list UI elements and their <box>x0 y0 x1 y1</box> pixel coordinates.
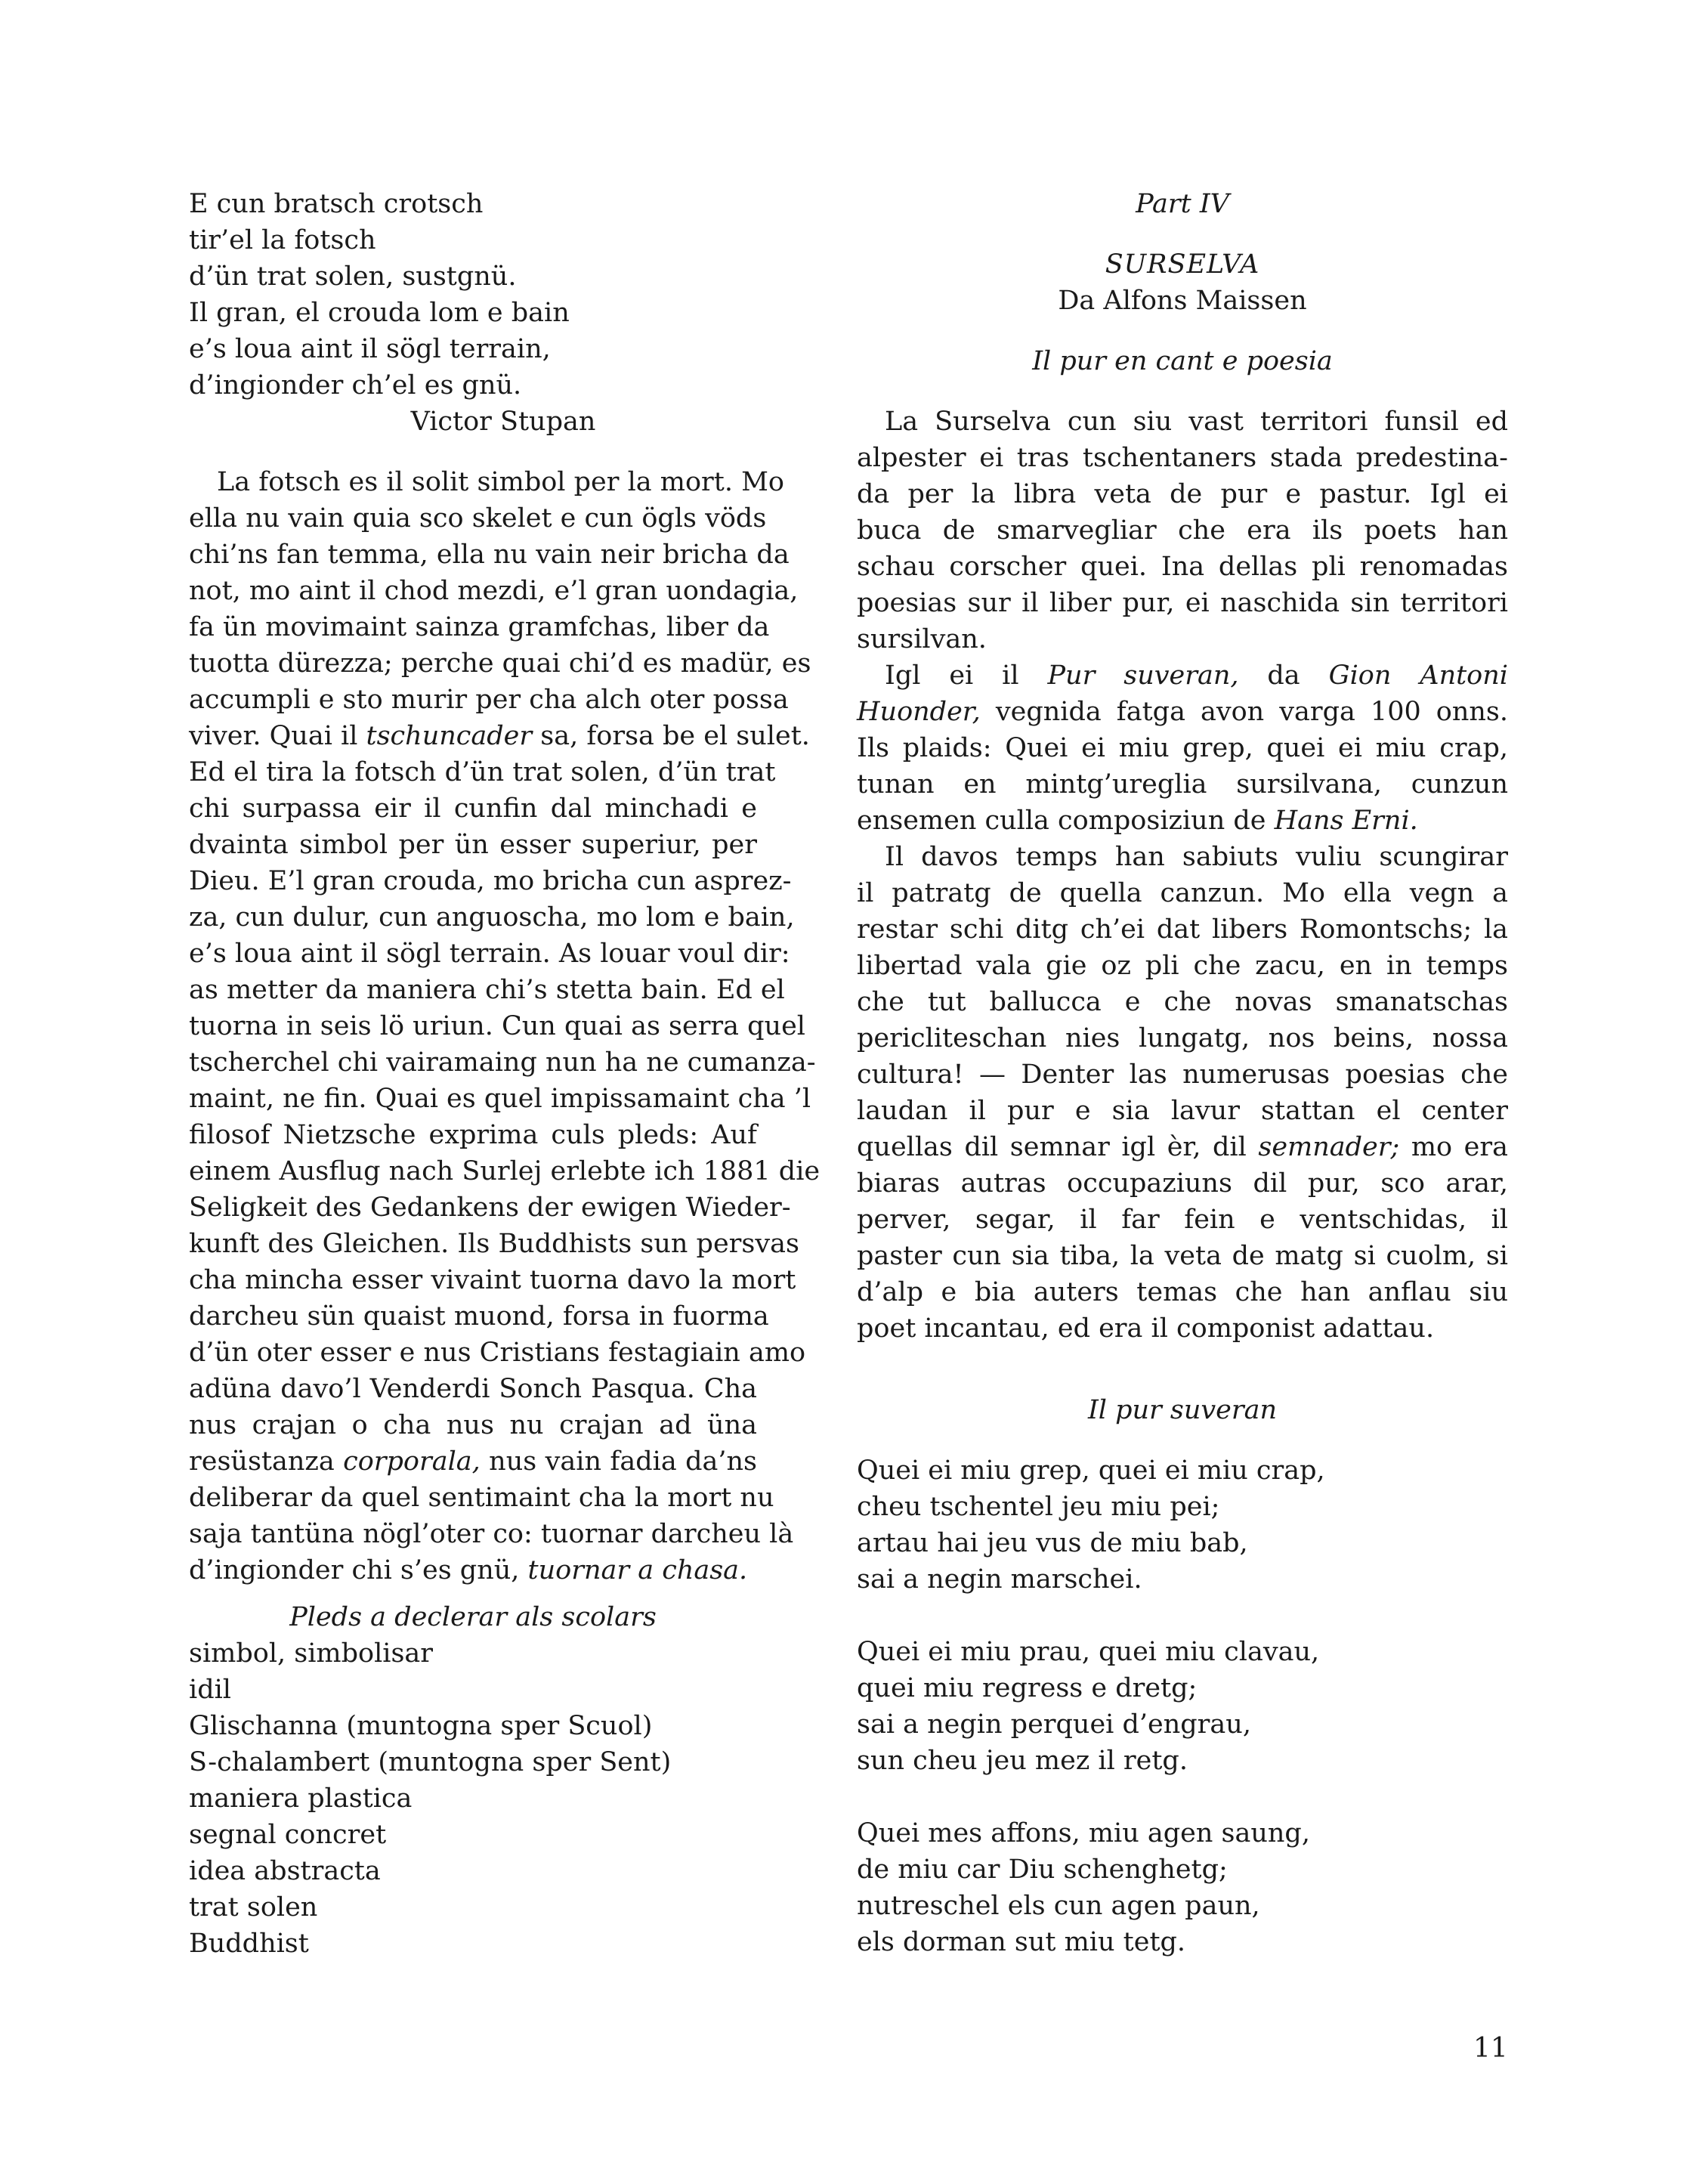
paragraph-freedom <box>857 839 1508 1347</box>
poem-line: d’ün trat solen, sustgnü. <box>189 261 517 292</box>
prose-line: ensemen culla composiziun de Hans Erni. <box>857 806 1418 836</box>
prose-line: Seligkeit des Gedankens der ewigen Wieder- <box>189 1193 791 1223</box>
prose-line: Igl ei il Pur suveran, da Gion Antoni <box>885 660 1508 691</box>
italic-name: Hans Erni. <box>1274 806 1418 836</box>
poem-line: nutreschel els cun agen paun, <box>857 1891 1260 1921</box>
poem-line: tir’el la fotsch <box>189 225 376 255</box>
poem-line: Il gran, el crouda lom e bain <box>189 298 570 328</box>
prose-line: La fotsch es il solit simbol per la mort. Mo <box>217 467 784 497</box>
prose-line: maint, ne fin. Quai es quel impissamaint cha ’l <box>189 1084 811 1114</box>
prose-line: La Surselva cun siu vast territori funsil ed <box>885 407 1508 437</box>
prose-line: paster cun sia tiba, la veta de matg si cuolm, si <box>857 1241 1508 1271</box>
vocabulary-item: Glischanna (muntogna sper Scuol) <box>189 1711 653 1741</box>
poem-stanza <box>857 1815 1508 1960</box>
poem-stanza <box>857 1452 1508 1598</box>
prose-line: cha mincha esser vivaint tuorna davo la mort <box>189 1265 796 1295</box>
vocabulary-list <box>189 1635 757 1962</box>
paragraph-intro <box>857 404 1508 657</box>
prose-line: einem Ausflug nach Surlej erlebte ich 1881 die <box>189 1156 821 1186</box>
poem-line: sai a negin perquei d’engrau, <box>857 1709 1251 1740</box>
paragraph-pur-suveran <box>857 657 1508 839</box>
prose-line: e’s loua aint il sögl terrain. As louar voul dir: <box>189 939 790 969</box>
prose-line: ella nu vain quia sco skelet e cun ögls vöds <box>189 503 767 534</box>
prose-line: accumpli e sto murir per cha alch oter possa <box>189 685 789 715</box>
poem-line: quei miu regress e dretg; <box>857 1673 1198 1703</box>
poem-line: e’s loua aint il sögl terrain, <box>189 334 551 364</box>
italic-name: Huonder, <box>857 697 981 727</box>
prose-line: tunan en mintg’ureglia sursilvana, cunzun <box>857 769 1508 800</box>
right-column <box>857 186 1508 1960</box>
vocabulary-section <box>189 1599 757 1962</box>
prose-line: biaras autras occupaziuns dil pur, sco arar, <box>857 1168 1508 1199</box>
prose-line: darcheu sün quaist muond, forsa in fuorma <box>189 1301 769 1332</box>
italic-term: corporala, <box>343 1446 481 1477</box>
vocabulary-heading: Pleds a declerar als scolars <box>289 1602 657 1632</box>
prose-line: alpester ei tras tschentaners stada predestina- <box>857 443 1508 473</box>
vocabulary-item: S-chalambert (muntogna sper Sent) <box>189 1747 672 1777</box>
section-title: SURSELVA <box>1105 249 1260 280</box>
prose-line: da per la libra veta de pur e pastur. Igl ei <box>857 479 1508 509</box>
prose-line: za, cun dulur, cun anguoscha, mo lom e bain, <box>189 902 795 933</box>
poem-line: sun cheu jeu mez il retg. <box>857 1746 1188 1776</box>
prose-line: as metter da maniera chi’s stetta bain. Ed el <box>189 975 785 1005</box>
poem-line: de miu car Diu schenghetg; <box>857 1855 1228 1885</box>
prose-line: adüna davo’l Venderdi Sonch Pasqua. Cha <box>189 1374 757 1404</box>
vocabulary-item: trat solen <box>189 1892 318 1923</box>
commentary-paragraph <box>189 464 821 1589</box>
prose-line: not, mo aint il chod mezdi, e’l gran uondagia, <box>189 576 799 606</box>
prose-line: Il davos temps han sabiuts vuliu scungirar <box>885 842 1508 872</box>
prose-line: libertad vala gie oz pli che zacu, en in temps <box>857 951 1508 981</box>
prose-line: poesias sur il liber pur, ei naschida sin territori <box>857 588 1508 618</box>
italic-title: Pur suveran, <box>1047 660 1239 691</box>
vocabulary-item: simbol, simbolisar <box>189 1638 434 1669</box>
prose-line: Dieu. E’l gran crouda, mo bricha cun asprez- <box>189 866 792 896</box>
page-number: 11 <box>1473 2033 1508 2064</box>
left-column <box>189 186 821 1962</box>
poem-line: els dorman sut miu tetg. <box>857 1927 1186 1957</box>
prose-line: sursilvan. <box>857 624 987 654</box>
prose-line: viver. Quai il tschuncader sa, forsa be el sulet. <box>189 721 810 751</box>
prose-line: schau corscher quei. Ina dellas pli renomadas <box>857 552 1508 582</box>
poem-author: Victor Stupan <box>410 407 596 437</box>
prose-line: il patratg de quella canzun. Mo ella vegn a <box>857 878 1508 908</box>
vocabulary-item: idea abstracta <box>189 1856 381 1886</box>
prose-line: laudan il pur e sia lavur stattan el center <box>857 1096 1508 1126</box>
prose-line: nus crajan o cha nus nu crajan ad üna <box>189 1410 757 1440</box>
prose-line: tscherchel chi vairamaing nun ha ne cumanza- <box>189 1047 816 1078</box>
prose-line: Huonder, vegnida fatga avon varga 100 onns. <box>857 697 1508 727</box>
poem-line: cheu tschentel jeu miu pei; <box>857 1492 1220 1522</box>
prose-line: fa ün movimaint sainza gramfchas, liber da <box>189 612 770 642</box>
prose-line: restar schi ditg ch’ei dat libers Romontschs; la <box>857 914 1508 945</box>
poem-line: artau hai jeu vus de miu bab, <box>857 1528 1248 1558</box>
prose-line: filosof Nietzsche exprima culs pleds: Auf <box>189 1120 757 1150</box>
subsection-title: Il pur en cant e poesia <box>1032 346 1333 376</box>
poem-line: E cun bratsch crotsch <box>189 189 484 219</box>
prose-line: chi’ns fan temma, ella nu vain neir bricha da <box>189 540 790 570</box>
prose-line: perver, segar, il far fein e ventschidas, il <box>857 1205 1508 1235</box>
prose-line: che tut ballucca e che novas smanatschas <box>857 987 1508 1017</box>
prose-line: pericliteschan nies lungatg, nos beins, nossa <box>857 1023 1508 1053</box>
prose-line: kunft des Gleichen. Ils Buddhists sun persvas <box>189 1229 799 1259</box>
prose-line: d’ingionder chi s’es gnü, tuornar a chasa. <box>189 1555 748 1585</box>
prose-line: buca de smarvegliar che era ils poets han <box>857 515 1508 546</box>
prose-line: poet incantau, ed era il componist adattau. <box>857 1313 1435 1344</box>
prose-line: quellas dil semnar igl èr, dil semnader; mo era <box>857 1132 1508 1162</box>
italic-name: Gion Antoni <box>1328 660 1508 691</box>
prose-line: tuorna in seis lö uriun. Cun quai as serra quel <box>189 1011 806 1041</box>
prose-line: tuotta dürezza; perche quai chi’d es madür, es <box>189 648 811 679</box>
poem-line: Quei ei miu prau, quei miu clavau, <box>857 1637 1320 1667</box>
prose-line: d’ün oter esser e nus Cristians festagiain amo <box>189 1338 806 1368</box>
prose-line: resüstanza corporala, nus vain fadia da’ns <box>189 1446 757 1477</box>
poem-title: Il pur suveran <box>1087 1395 1278 1425</box>
prose-line: saja tantüna nögl’oter co: tuornar darcheu là <box>189 1519 794 1549</box>
prose-line: dvainta simbol per ün esser superiur, per <box>189 830 757 860</box>
prose-line: cultura! — Denter las numerusas poesias che <box>857 1060 1508 1090</box>
poem-line: Quei mes affons, miu agen saung, <box>857 1818 1310 1848</box>
poem-excerpt <box>189 186 757 440</box>
vocabulary-item: segnal concret <box>189 1820 387 1850</box>
italic-term: tschuncader <box>366 721 533 751</box>
vocabulary-item: Buddhist <box>189 1929 309 1959</box>
section-author: Da Alfons Maissen <box>1058 286 1307 316</box>
italic-term: tuornar a chasa. <box>527 1555 748 1585</box>
poem-stanza <box>857 1634 1508 1779</box>
prose-line: d’alp e bia auters temas che han anflau siu <box>857 1277 1508 1307</box>
part-label: Part IV <box>1136 189 1229 219</box>
prose-line: chi surpassa eir il cunfin dal minchadi e <box>189 793 757 824</box>
vocabulary-item: maniera plastica <box>189 1783 413 1814</box>
italic-term: semnader; <box>1258 1132 1400 1162</box>
vocabulary-item: idil <box>189 1675 231 1705</box>
prose-line: deliberar da quel sentimaint cha la mort nu <box>189 1483 774 1513</box>
prose-line: Ils plaids: Quei ei miu grep, quei ei miu crap, <box>857 733 1508 763</box>
prose-line: Ed el tira la fotsch d’ün trat solen, d’ün trat <box>189 757 776 787</box>
poem-line: Quei ei miu grep, quei ei miu crap, <box>857 1455 1325 1486</box>
poem-line: d’ingionder ch’el es gnü. <box>189 370 522 401</box>
poem-line: sai a negin marschei. <box>857 1564 1142 1595</box>
